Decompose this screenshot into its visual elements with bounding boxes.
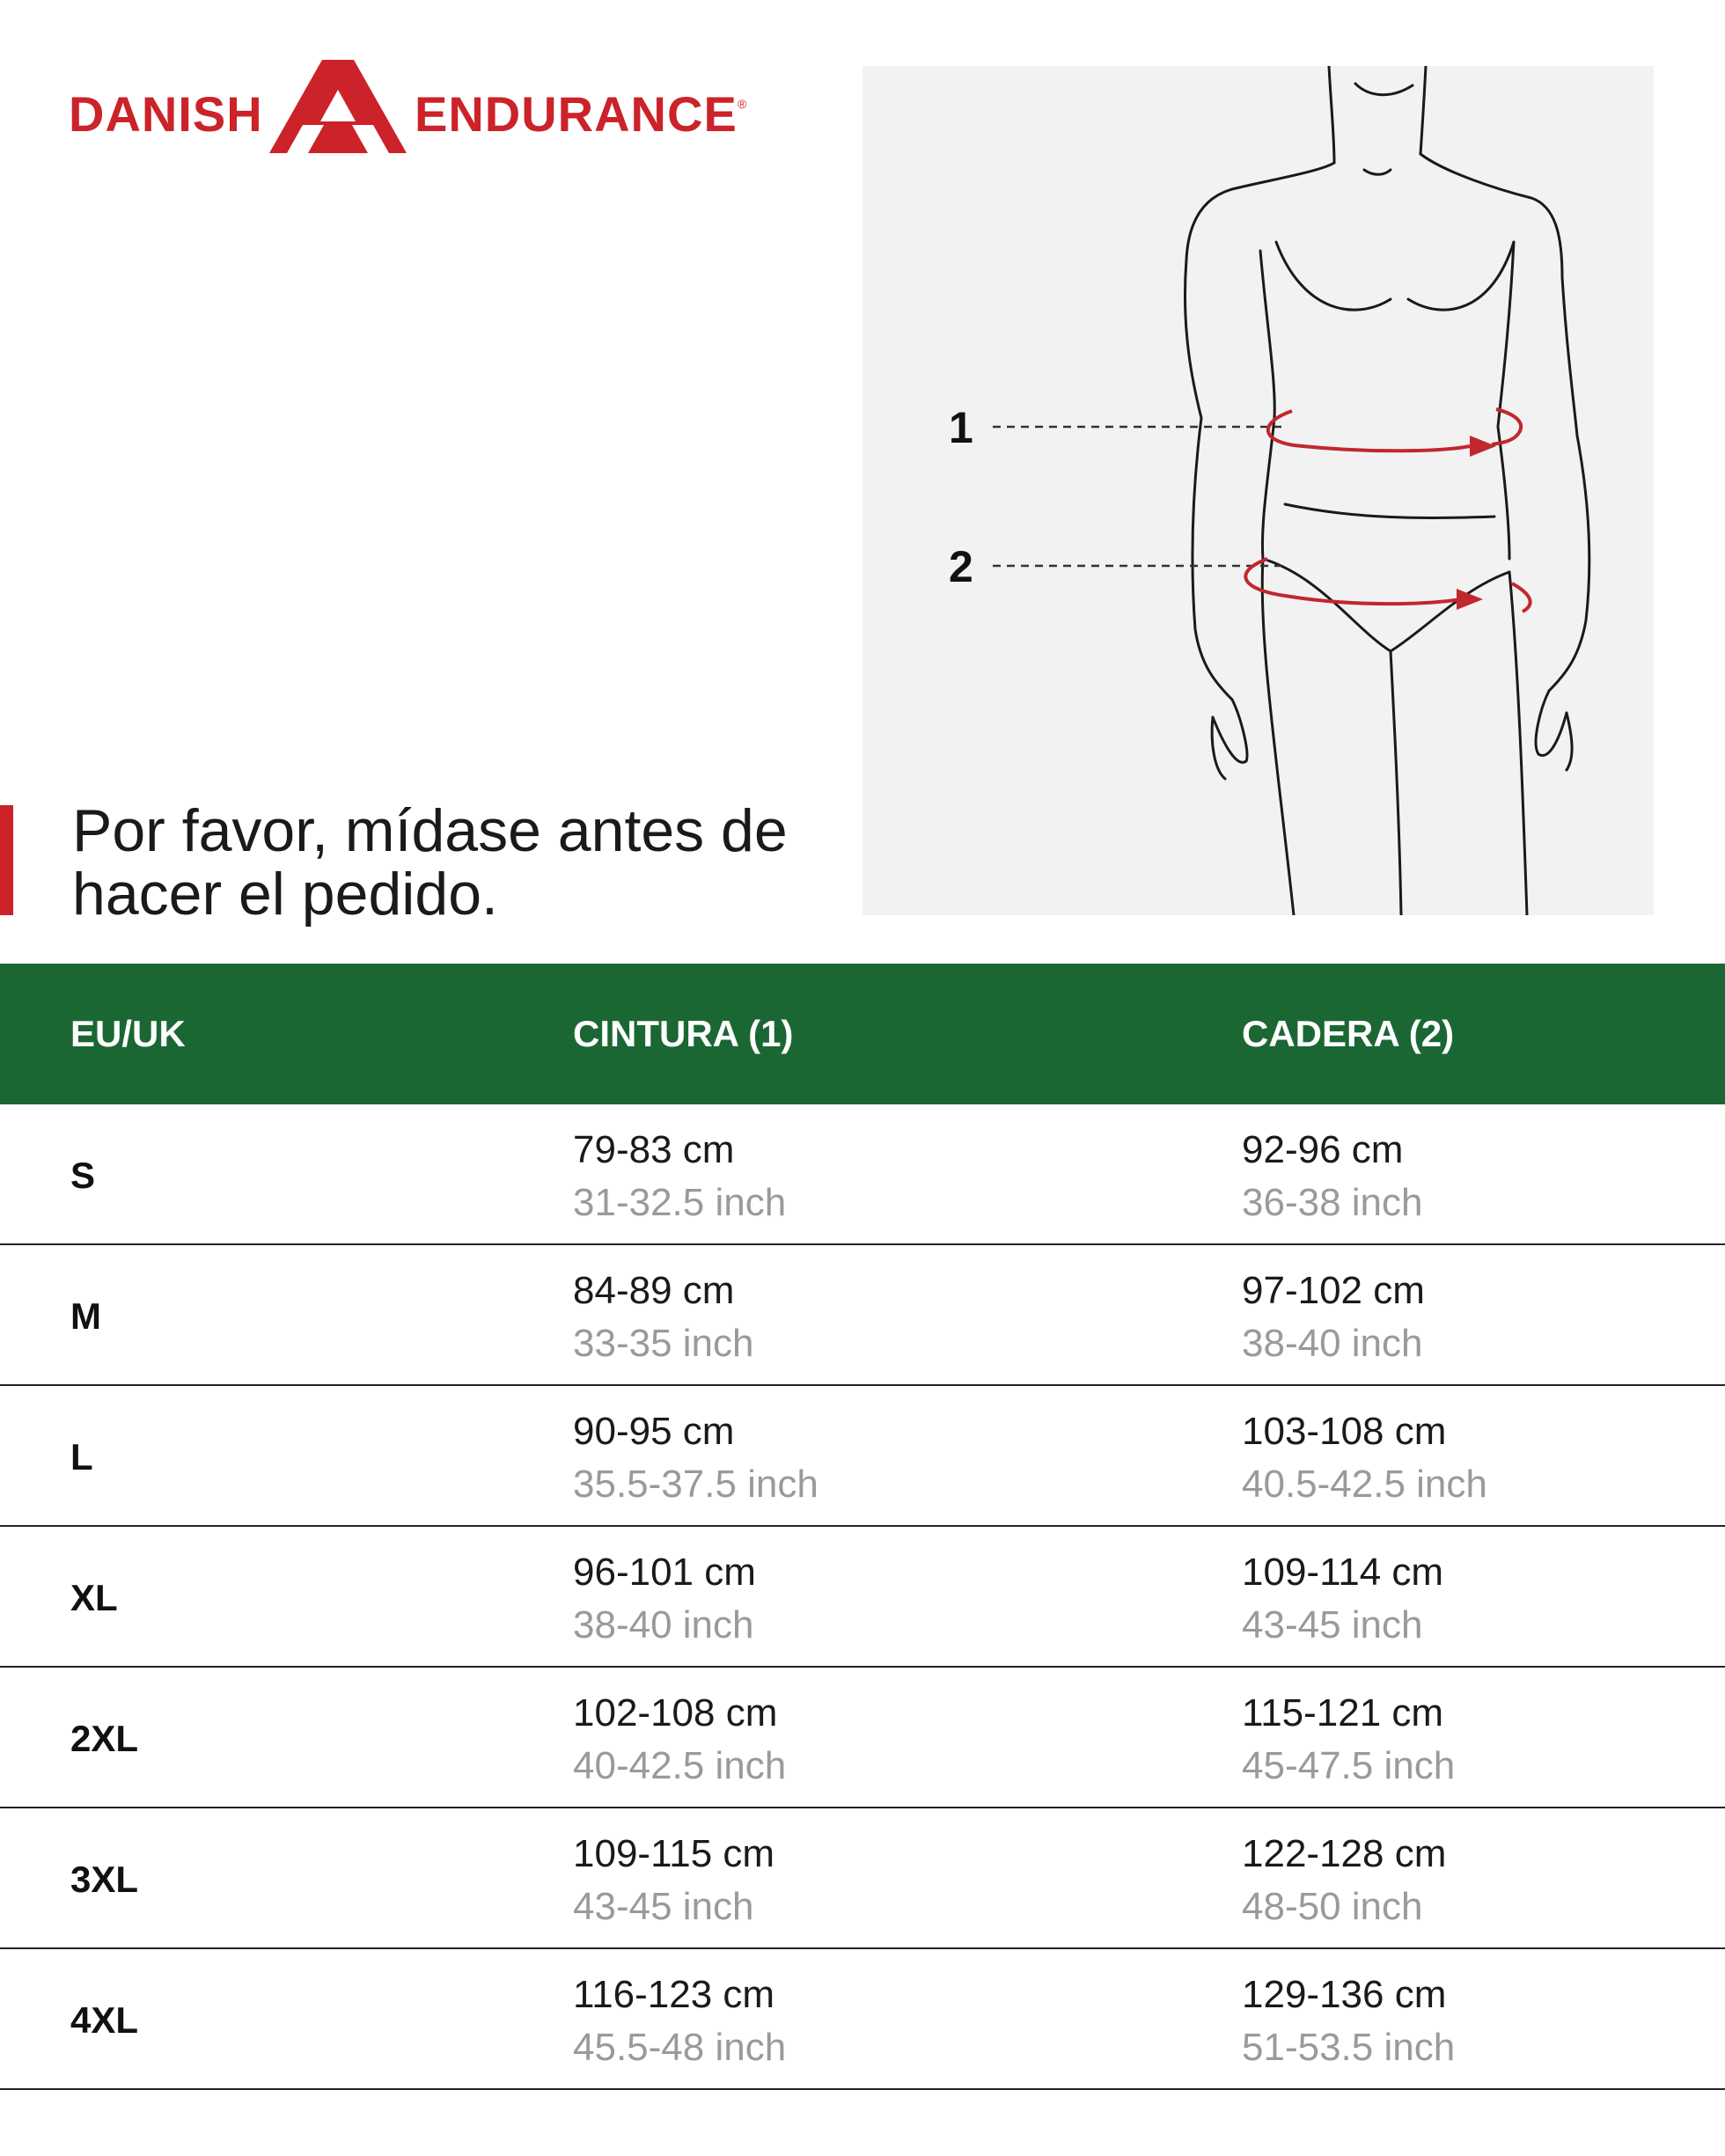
hip-cell	[1242, 1546, 1443, 1652]
waist-cell	[573, 1969, 786, 2074]
waist-cm: 102-108 cm	[573, 1691, 778, 1734]
tagline-heading: Por favor, mídase antes de hacer el pedido.	[72, 797, 788, 928]
hip-inch: 40.5-42.5 inch	[1242, 1463, 1487, 1506]
waist-cell	[573, 1265, 753, 1370]
table-row	[0, 1104, 1725, 1245]
waist-cell	[573, 1405, 818, 1511]
registered-mark: ®	[738, 97, 747, 111]
waist-cell	[573, 1828, 774, 1933]
waist-inch: 40-42.5 inch	[573, 1744, 787, 1787]
hip-cell	[1242, 1405, 1487, 1511]
brand-name-left: DANISH	[69, 86, 263, 142]
body-outline-illustration	[862, 66, 1654, 915]
hip-cell	[1242, 1687, 1455, 1793]
waist-cm: 79-83 cm	[573, 1128, 735, 1171]
hip-cell	[1242, 1828, 1446, 1933]
hip-cm: 122-128 cm	[1242, 1832, 1447, 1875]
hip-cell	[1242, 1124, 1422, 1229]
waist-cm: 109-115 cm	[573, 1832, 775, 1875]
waist-cm: 84-89 cm	[573, 1269, 735, 1312]
size-label: XL	[70, 1577, 118, 1618]
accent-bar	[0, 805, 13, 915]
hip-cm: 109-114 cm	[1242, 1551, 1444, 1594]
size-table	[0, 964, 1725, 2090]
waist-cell	[573, 1546, 756, 1652]
hip-cm: 97-102 cm	[1242, 1269, 1425, 1312]
hip-inch: 51-53.5 inch	[1242, 2026, 1456, 2069]
table-row	[0, 1668, 1725, 1808]
brand-name-right: ENDURANCE	[415, 86, 738, 142]
table-row	[0, 1245, 1725, 1386]
waist-cell	[573, 1124, 786, 1229]
waist-inch: 45.5-48 inch	[573, 2026, 787, 2069]
header-size: EU/UK	[70, 1013, 186, 1054]
size-label: 3XL	[70, 1859, 139, 1900]
hip-inch: 48-50 inch	[1242, 1885, 1423, 1928]
waist-inch: 35.5-37.5 inch	[573, 1463, 818, 1506]
size-label: M	[70, 1295, 101, 1337]
hip-inch: 43-45 inch	[1242, 1603, 1423, 1646]
hip-cm: 129-136 cm	[1242, 1973, 1447, 2016]
size-label: L	[70, 1436, 93, 1478]
brand-logo	[69, 60, 746, 157]
measurement-figure-panel	[862, 66, 1654, 915]
table-row	[0, 1386, 1725, 1527]
waist-inch: 33-35 inch	[573, 1322, 754, 1365]
hip-cm: 92-96 cm	[1242, 1128, 1404, 1171]
marker-2-label: 2	[949, 542, 973, 591]
header-hip: CADERA (2)	[1242, 1013, 1455, 1054]
waist-cell	[573, 1687, 786, 1793]
waist-cm: 116-123 cm	[573, 1973, 775, 2016]
hip-cell	[1242, 1265, 1425, 1370]
table-header	[0, 964, 1725, 1104]
hip-inch: 36-38 inch	[1242, 1181, 1423, 1224]
hip-cell	[1242, 1969, 1455, 2074]
size-label: 2XL	[70, 1718, 139, 1759]
size-label: 4XL	[70, 1999, 139, 2041]
table-row	[0, 1949, 1725, 2090]
hip-cm: 103-108 cm	[1242, 1410, 1447, 1453]
hip-cm: 115-121 cm	[1242, 1691, 1444, 1734]
table-row	[0, 1808, 1725, 1949]
waist-inch: 38-40 inch	[573, 1603, 754, 1646]
header-waist: CINTURA (1)	[573, 1013, 794, 1054]
hip-inch: 38-40 inch	[1242, 1322, 1423, 1365]
mountain-logo-icon	[269, 60, 407, 153]
size-label: S	[70, 1155, 96, 1196]
hip-inch: 45-47.5 inch	[1242, 1744, 1456, 1787]
marker-1-label: 1	[949, 403, 973, 452]
waist-inch: 31-32.5 inch	[573, 1181, 787, 1224]
waist-inch: 43-45 inch	[573, 1885, 754, 1928]
waist-cm: 96-101 cm	[573, 1551, 756, 1594]
table-row	[0, 1527, 1725, 1668]
waist-cm: 90-95 cm	[573, 1410, 735, 1453]
